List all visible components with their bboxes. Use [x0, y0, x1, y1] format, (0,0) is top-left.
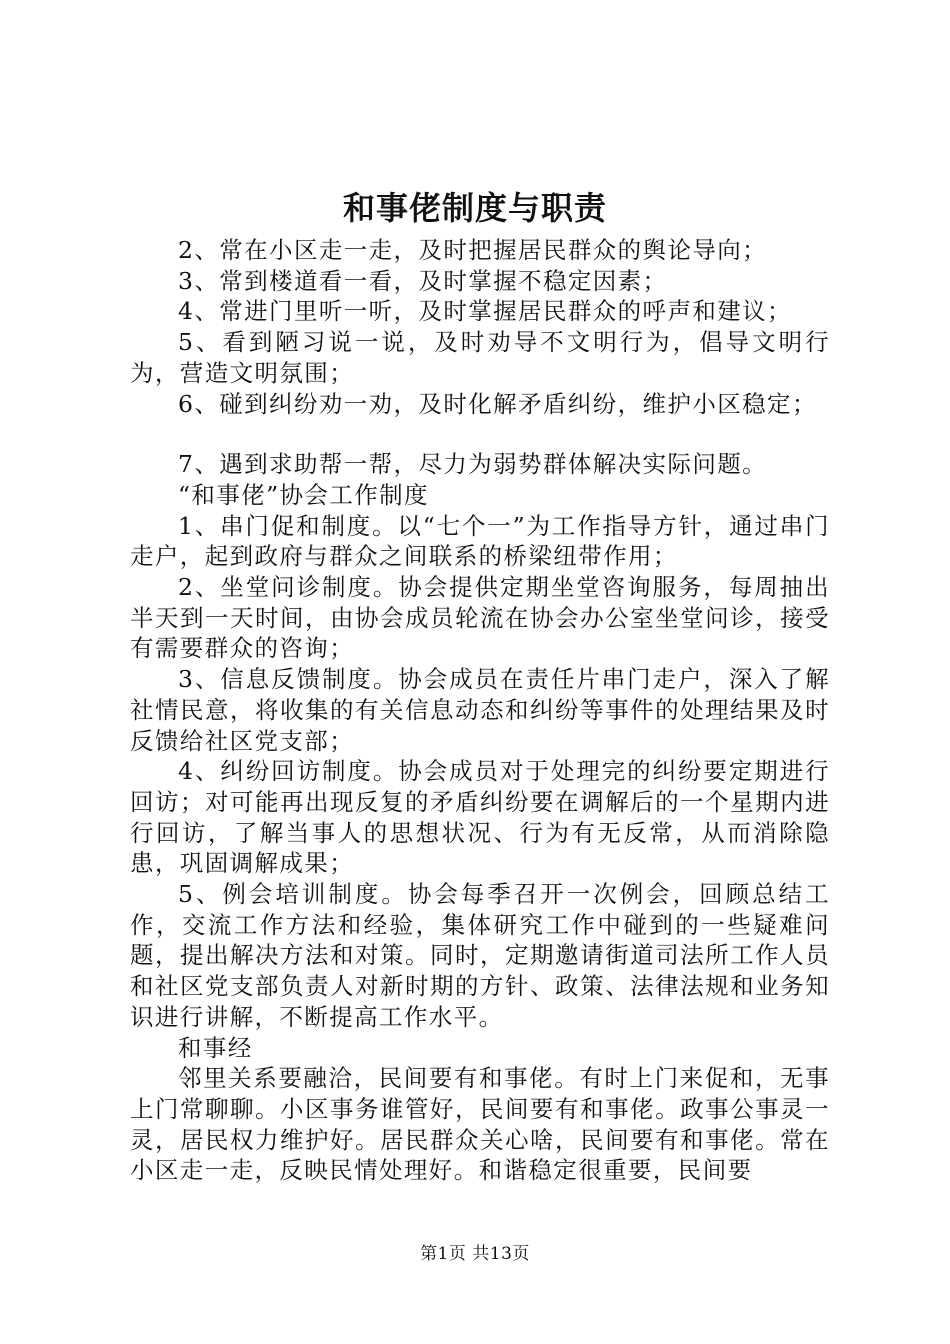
rule-visit-for-harmony: 1、串门促和制度。以“七个一”为工作指导方针，通过串门走户，起到政府与群众之间联系的桥梁纽带作用； — [130, 511, 830, 571]
paragraph-item-2: 2、常在小区走一走，及时把握居民群众的舆论导向； — [178, 236, 768, 264]
rule-consultation: 2、坐堂问诊制度。协会提供定期坐堂咨询服务，每周抽出半天到一天时间，由协会成员轮流在协会办公室坐堂问诊，接受有需要群众的咨询； — [130, 573, 830, 663]
section-heading-association-rules: “和事佬”协会工作制度 — [178, 480, 429, 509]
paragraph-item-7: 7、遇到求助帮一帮，尽力为弱势群体解决实际问题。 — [178, 450, 768, 479]
page-footer: 第1页 共13页 — [420, 1244, 530, 1264]
paragraph-item-4: 4、常进门里听一听，及时掌握居民群众的呼声和建议； — [178, 297, 792, 326]
rule-information-feedback: 3、信息反馈制度。协会成员在责任片串门走户，深入了解社情民意，将收集的有关信息动态和纠纷等事件的处理结果及时反馈给社区党支部； — [130, 665, 830, 755]
document-title: 和事佬制度与职责 — [342, 189, 607, 227]
paragraph-item-3: 3、常到楼道看一看，及时掌握不稳定因素； — [178, 266, 668, 295]
document-body — [130, 235, 830, 1186]
harmony-verse-text: 邻里关系要融洽，民间要有和事佬。有时上门来促和，无事上门常聊聊。小区事务谁管好，民间要有和事佬。政事公事灵一灵，居民权力维护好。居民群众关心啥，民间要有和事佬。常在小区走一走，反映民情处理好。和谐稳定很重要，民间要 — [130, 1064, 830, 1185]
rule-meeting-training: 5、例会培训制度。协会每季召开一次例会，回顾总结工作，交流工作方法和经验，集体研究工作中碰到的一些疑难问题，提出解决方法和对策。同时，定期邀请街道司法所工作人员和社区党支部负责人对新时期的方针、政策、法律法规和业务知识进行讲解，不断提高工作水平。 — [130, 880, 830, 1031]
section-heading-harmony-verse: 和事经 — [178, 1033, 253, 1062]
paragraph-item-5: 5、看到陋习说一说，及时劝导不文明行为，倡导文明行为，营造文明氛围； — [130, 328, 830, 387]
rule-dispute-return-visit: 4、纠纷回访制度。协会成员对于处理完的纠纷要定期进行回访；对可能再出现反复的矛盾纠纷要在调解后的一个星期内进行回访，了解当事人的思想状况、行为有无反常，从而消除隐患，巩固调解成果； — [130, 757, 830, 878]
paragraph-item-6: 6、碰到纠纷劝一劝，及时化解矛盾纠纷，维护小区稳定； — [178, 389, 817, 418]
